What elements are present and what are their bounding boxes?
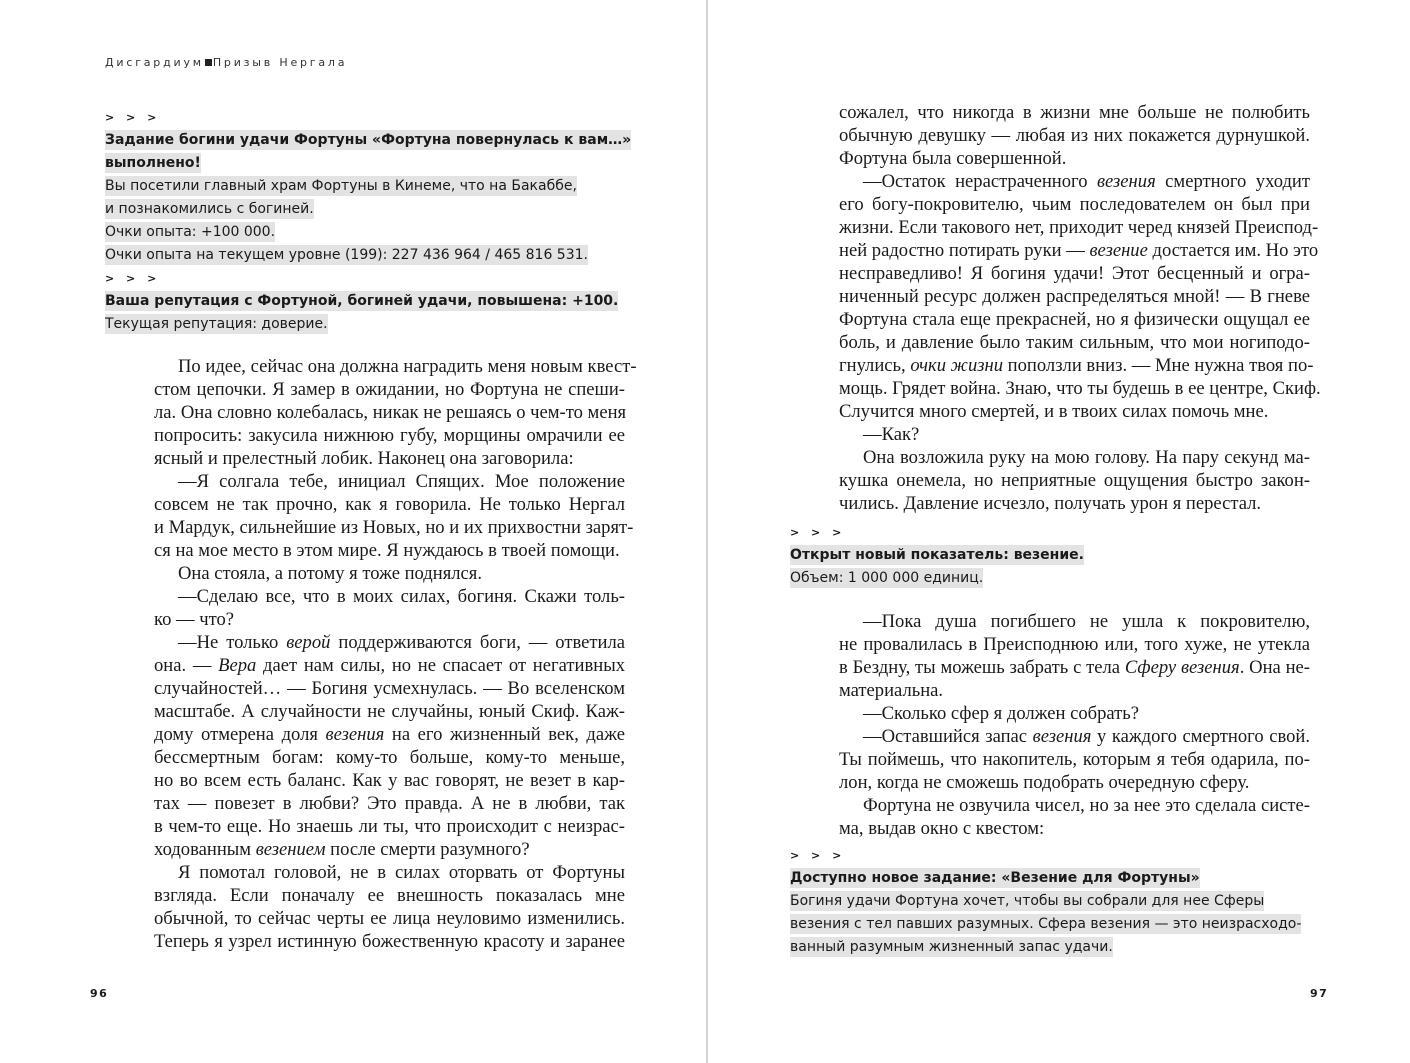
arrows-icon: > > > [105, 111, 161, 124]
text-line: лон, когда не сможешь подобрать очередную сферу. [839, 772, 1250, 793]
arrows-icon: > > > [790, 849, 846, 862]
header-separator-icon [205, 59, 212, 66]
text-line: Ты поймешь, что накопитель, которым я тебя одарила, по- [839, 749, 1310, 770]
right-prose-mid [839, 610, 1310, 840]
text-line: Фортуна была совершенной. [839, 148, 1067, 169]
reputation-current: Текущая репутация: доверие. [105, 316, 328, 332]
page-number: 97 [1310, 987, 1329, 1000]
text-line: —Как? [863, 424, 920, 445]
text-line: чились. Давление исчезло, получать урон я перестал. [839, 493, 1262, 514]
text-line: —Я солгала тебе, инициал Спящих. Мое положение [178, 471, 625, 492]
text-line: ясный и прелестный лобик. Наконец она заговорила: [154, 448, 574, 469]
reputation-title: Ваша репутация с Фортуной, богиней удачи, повышена: +100. [105, 293, 619, 309]
text-line: случайностей… — Богиня усмехнулась. — Во вселенском [154, 678, 625, 699]
text-line: ко — что? [154, 609, 235, 630]
new-stat-title: Открыт новый показатель: везение. [790, 547, 1084, 563]
text-line: ниченный ресурс должен распределяться мной! — В гневе [839, 286, 1310, 307]
text-line: Она стояла, а потому я тоже поднялся. [178, 563, 482, 584]
quest-complete-text: и познакомились с богиней. [105, 201, 314, 217]
text-line: попросить: закусила нижнюю губу, морщины омрачили ее [154, 425, 625, 446]
text-line: кушка онемела, но неприятные ощущения быстро закон- [839, 470, 1310, 491]
text-line: и Мардук, сильнейшие из Новых, но и их прихвостни зарят- [154, 517, 634, 538]
text-line: но во всем есть баланс. Как у вас говорят, не везет в кар- [154, 770, 625, 791]
left-prose [154, 355, 637, 953]
right-page [708, 0, 1410, 1063]
header-series: Дисгардиум [105, 56, 204, 69]
text-line: —Оставшийся запас везения у каждого смертного свой. [863, 726, 1310, 747]
text-line: По идее, сейчас она должна наградить меня новым квест- [178, 356, 637, 377]
text-line: жизни. Если такового нет, приходит черед князей Преиспод- [839, 217, 1319, 238]
text-line: бессмертным богам: кому-то больше, кому-то меньше, [154, 747, 625, 768]
new-quest-title: Доступно новое задание: «Везение для Фортуны» [790, 870, 1200, 886]
text-line: —Пока душа погибшего не ушла к покровителю, [863, 611, 1310, 632]
text-line: Фортуна стала еще прекрасней, но я физически ощущал ее [839, 309, 1310, 330]
text-line: его богу-покровителю, чьим последователем он был при [839, 194, 1310, 215]
text-line: мощь. Грядет война. Знаю, что ты будешь в ее центре, Скиф. [839, 378, 1321, 399]
text-line: боль, и давление было таким сильным, что мои ногиподо- [839, 332, 1310, 353]
text-line: в Бездну, ты можешь забрать с тела Сферу везения. Она не- [839, 657, 1310, 678]
text-line: сожалел, что никогда в жизни мне больше не полюбить [839, 102, 1310, 123]
quest-complete-title: Задание богини удачи Фортуны «Фортуна повернулась к вам…» [105, 132, 632, 148]
text-line: ся на мое место в этом мире. Я нуждаюсь в твоей помощи. [154, 540, 620, 561]
text-line: взгляда. Если поначалу ее внешность показалась мне [154, 885, 625, 906]
right-prose-top [839, 101, 1321, 515]
text-line: стом цепочки. Я замер в ожидании, но Фортуна не спеши- [154, 379, 625, 400]
text-line: не провалилась в Преисподнюю или, того хуже, не утекла [839, 634, 1310, 655]
quest-complete-text: Вы посетили главный храм Фортуны в Кинеме, что на Бакаббе, [105, 178, 577, 194]
text-line: Теперь я узрел истинную божественную красоту и заранее [154, 931, 625, 952]
text-line: тах — повезет в любви? Это правда. А не в любви, так [154, 793, 625, 814]
text-line: масштабе. А случайности не случайны, юный Скиф. Каж- [154, 701, 625, 722]
text-line: Фортуна не озвучила чисел, но за нее это сделала систе- [863, 795, 1310, 816]
page-number: 96 [90, 987, 109, 1000]
text-line: —Сколько сфер я должен собрать? [863, 703, 1140, 724]
arrows-icon: > > > [105, 272, 161, 285]
text-line: —Остаток нерастраченного везения смертного уходит [863, 171, 1310, 192]
text-line: в чем-то еще. Но знаешь ли ты, что происходит с неизрас- [154, 816, 625, 837]
text-line: Я помотал головой, не в силах оторвать от Фортуны [178, 862, 625, 883]
text-line: ней радостно потирать руки — везение достается им. Но это [839, 240, 1319, 261]
text-line: Она возложила руку на мою голову. На пару секунд ма- [863, 447, 1310, 468]
text-line: ла. Она словно колебалась, никак не решаясь о чем-то меня [154, 402, 627, 423]
system-message-quest-complete [105, 106, 631, 336]
xp-progress: Очки опыта на текущем уровне (199): 227 436 964 / 465 816 531. [105, 247, 588, 263]
quest-complete-title-cont: выполнено! [105, 155, 201, 171]
new-quest-text: ванный разумным жизненный запас удачи. [790, 939, 1113, 955]
text-line: —Сделаю все, что в моих силах, богиня. Скажи толь- [178, 586, 625, 607]
system-message-new-quest [790, 844, 1301, 959]
new-quest-text: Богиня удачи Фортуна хочет, чтобы вы собрали для нее Сферы [790, 893, 1265, 909]
text-line: гнулись, очки жизни поползли вниз. — Мне нужна твоя по- [839, 355, 1314, 376]
text-line: материальна. [839, 680, 944, 701]
text-line: дому отмерена доля везения на его жизненный век, даже [154, 724, 625, 745]
system-message-new-stat [790, 521, 1084, 590]
text-line: —Не только верой поддерживаются боги, — ответила [178, 632, 626, 653]
arrows-icon: > > > [790, 526, 846, 539]
text-line: она. — Вера дает нам силы, но не спасает от негативных [154, 655, 625, 676]
text-line: обычной, то сейчас черты ее лица неуловимо изменились. [154, 908, 625, 929]
header-book: Призыв Нергала [212, 56, 348, 69]
xp-gained: Очки опыта: +100 000. [105, 224, 276, 240]
text-line: ма, выдав окно с квестом: [839, 818, 1045, 839]
new-stat-volume: Объем: 1 000 000 единиц. [790, 570, 984, 586]
new-quest-text: везения с тел павших разумных. Сфера везения — это неизрасходо- [790, 916, 1302, 932]
running-header [105, 56, 347, 69]
text-line: несправедливо! Я богиня удачи! Этот бесценный и огра- [839, 263, 1310, 284]
text-line: ходованным везением после смерти разумного? [154, 839, 530, 860]
text-line: совсем не так прочно, как я говорила. Не только Нергал [154, 494, 625, 515]
text-line: обычную девушку — любая из них покажется дурнушкой. [839, 125, 1310, 146]
text-line: Случится много смертей, и в твоих силах помочь мне. [839, 401, 1269, 422]
